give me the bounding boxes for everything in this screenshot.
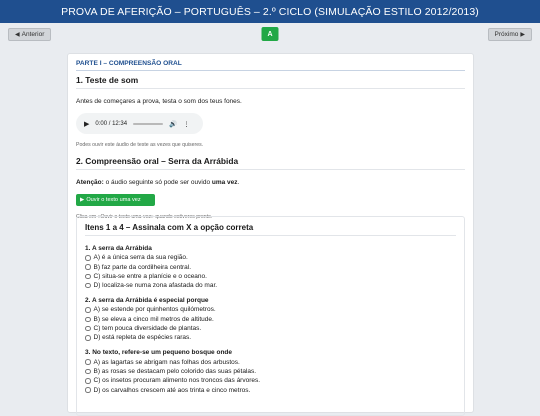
audio-progress-track[interactable] bbox=[133, 123, 163, 125]
attention-end: . bbox=[237, 179, 240, 186]
attention-bold: uma vez bbox=[211, 179, 238, 186]
option-3d[interactable] bbox=[85, 387, 456, 394]
radio-button[interactable] bbox=[85, 359, 91, 365]
option-1c[interactable] bbox=[85, 273, 456, 280]
option-label: D) está repleta de espécies raras. bbox=[93, 334, 192, 342]
option-label: A) as lagartas se abrigam nas folhas dos arbustos. bbox=[93, 358, 240, 366]
radio-button[interactable] bbox=[85, 317, 91, 323]
option-2d[interactable] bbox=[85, 334, 456, 341]
radio-button[interactable] bbox=[85, 274, 91, 280]
option-2b[interactable] bbox=[85, 316, 456, 323]
radio-button[interactable] bbox=[85, 307, 91, 313]
section2-note: Clica em «Ouvir o texto uma vez» quando estiveres pronto. bbox=[76, 214, 213, 220]
section1-title: 1. Teste de som bbox=[76, 75, 139, 85]
option-3c[interactable] bbox=[85, 377, 456, 384]
top-title-bar bbox=[0, 0, 540, 23]
attention-text bbox=[76, 179, 465, 186]
listen-once-label: Ouvir o texto uma vez bbox=[86, 197, 141, 203]
option-3b[interactable] bbox=[85, 368, 456, 375]
option-1d[interactable] bbox=[85, 282, 456, 289]
option-1b[interactable] bbox=[85, 264, 456, 271]
option-label: D) os carvalhos crescem até aos trinta e cinco metros. bbox=[93, 386, 251, 394]
more-options-icon[interactable]: ⋮ bbox=[183, 120, 190, 128]
next-label: Próximo bbox=[494, 31, 519, 38]
option-3a[interactable] bbox=[85, 359, 456, 366]
radio-button[interactable] bbox=[85, 255, 91, 261]
question-1: 1. A serra da Arrábida bbox=[85, 245, 152, 252]
option-2c[interactable] bbox=[85, 325, 456, 332]
option-label: A) é a única serra da sua região. bbox=[93, 254, 188, 262]
radio-button[interactable] bbox=[85, 326, 91, 332]
page-badge[interactable]: A bbox=[262, 27, 279, 41]
exam-card bbox=[67, 53, 474, 413]
radio-button[interactable] bbox=[85, 369, 91, 375]
navigation-bar bbox=[0, 24, 540, 45]
section1-instruction: Antes de começares a prova, testa o som dos teus fones. bbox=[76, 98, 242, 105]
previous-label: Anterior bbox=[21, 31, 45, 38]
option-label: D) localiza-se numa zona afastada do mar. bbox=[93, 282, 218, 290]
option-1a[interactable] bbox=[85, 254, 456, 261]
option-label: C) tem pouca diversidade de plantas. bbox=[93, 325, 202, 333]
items-divider bbox=[85, 235, 456, 236]
previous-button[interactable] bbox=[8, 28, 51, 41]
audio-time: 0:00 / 12:34 bbox=[95, 120, 128, 127]
radio-button[interactable] bbox=[85, 387, 91, 393]
radio-button[interactable] bbox=[85, 335, 91, 341]
attention-body: o áudio seguinte só pode ser ouvido bbox=[103, 179, 212, 186]
audio-player[interactable] bbox=[76, 113, 203, 134]
attention-label: Atenção: bbox=[76, 179, 104, 186]
radio-button[interactable] bbox=[85, 283, 91, 289]
volume-icon[interactable]: 🔊 bbox=[169, 120, 178, 128]
question-3: 3. No texto, refere-se um pequeno bosque onde bbox=[85, 349, 232, 357]
option-label: A) se estende por quinhentos quilómetros. bbox=[93, 306, 216, 314]
listen-once-button[interactable] bbox=[76, 194, 155, 206]
part-divider bbox=[76, 70, 465, 71]
option-label: B) as rosas se destacam pelo colorido das suas pétalas. bbox=[93, 367, 257, 375]
triangle-right-icon: ▶ bbox=[520, 32, 525, 38]
play-icon: ▶ bbox=[80, 197, 85, 203]
radio-button[interactable] bbox=[85, 378, 91, 384]
items-panel bbox=[76, 216, 465, 416]
part-title: PARTE I – COMPREENSÃO ORAL bbox=[76, 60, 182, 67]
page-title: PROVA DE AFERIÇÃO – PORTUGUÊS – 2.º CICLO (SIMULAÇÃO ESTILO 2012/2013) bbox=[61, 5, 479, 18]
next-button[interactable] bbox=[488, 28, 532, 41]
option-2a[interactable] bbox=[85, 306, 456, 313]
play-icon[interactable]: ▶ bbox=[84, 120, 90, 128]
section1-note: Podes ouvir este áudio de teste as vezes que quiseres. bbox=[76, 142, 204, 148]
option-label: B) faz parte da cordilheira central. bbox=[93, 263, 192, 271]
option-label: B) se eleva a cinco mil metros de altitude. bbox=[93, 315, 214, 323]
option-label: C) situa-se entre a planície e o oceano. bbox=[93, 272, 207, 280]
section2-divider bbox=[76, 169, 465, 170]
items-title: Itens 1 a 4 – Assinala com X a opção correta bbox=[85, 223, 254, 232]
triangle-left-icon: ◀ bbox=[15, 32, 20, 38]
option-label: C) os insetos procuram alimento nos troncos das árvores. bbox=[93, 377, 261, 385]
radio-button[interactable] bbox=[85, 264, 91, 270]
section1-divider bbox=[76, 88, 465, 89]
question-2: 2. A serra da Arrábida é especial porque bbox=[85, 297, 209, 305]
section2-title: 2. Compreensão oral – Serra da Arrábida bbox=[76, 156, 239, 166]
